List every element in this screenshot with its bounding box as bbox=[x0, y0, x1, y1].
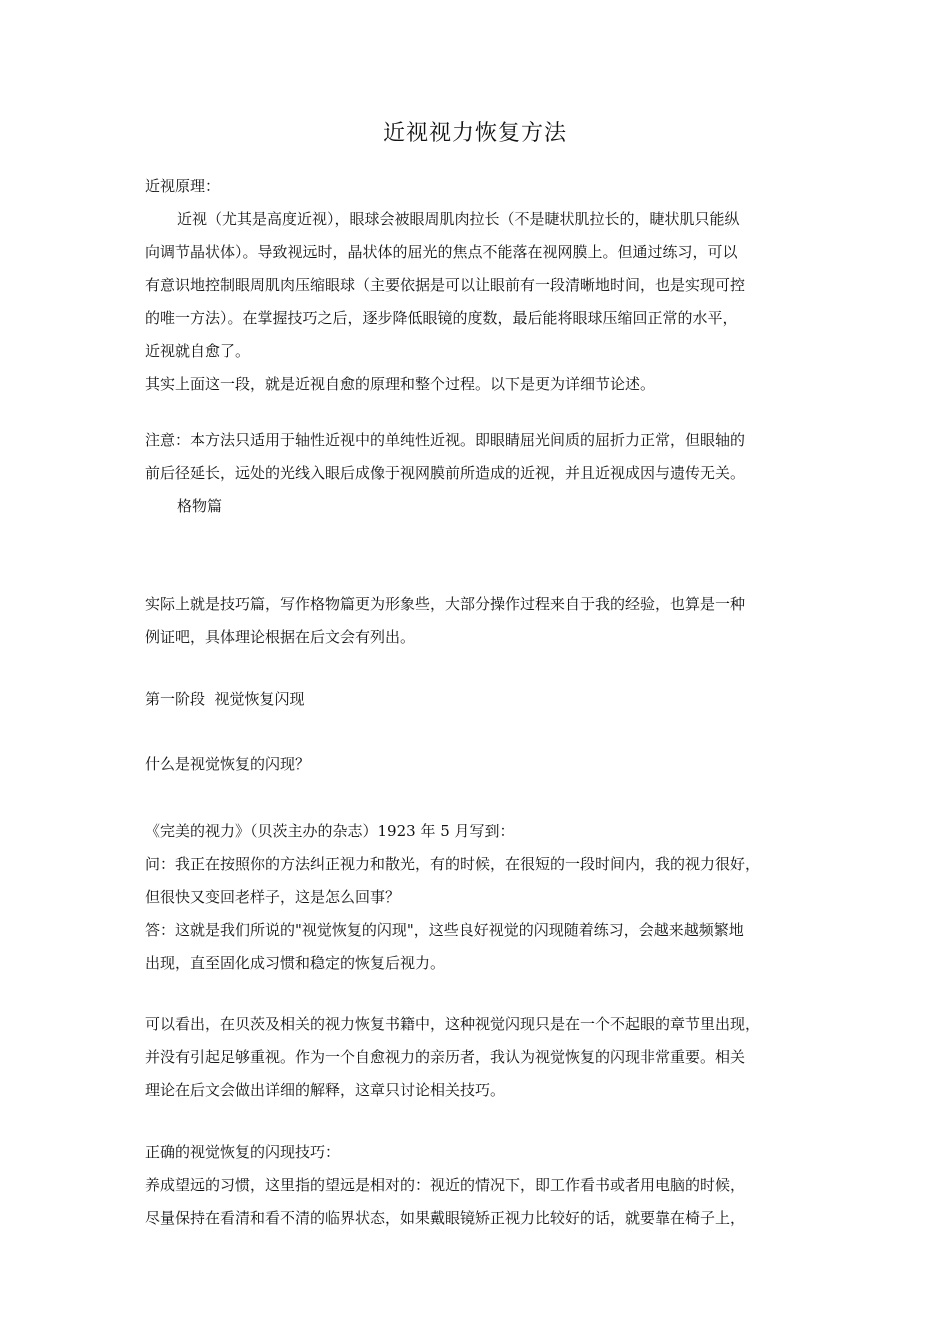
principle-line: 向调节晶状体）。导致视远时，晶状体的屈光的焦点不能落在视网膜上。但通过练习，可以 bbox=[145, 243, 738, 261]
note-line: 前后径延长，远处的光线入眼后成像于视网膜前所造成的近视，并且近视成因与遗传无关。 bbox=[145, 464, 746, 482]
principle-line: 有意识地控制眼周肌肉压缩眼球（主要依据是可以让眼前有一段清晰地时间，也是实现可控 bbox=[145, 276, 746, 294]
principle-section bbox=[145, 170, 807, 401]
principle-heading: 近视原理： bbox=[145, 177, 221, 195]
quote-line: 问：我正在按照你的方法纠正视力和散光，有的时候，在很短的一段时间内，我的视力很好， bbox=[145, 855, 761, 873]
principle-line: 近视（尤其是高度近视），眼球会被眼周肌肉拉长（不是睫状肌拉长的，睫状肌只能纵 bbox=[177, 210, 740, 228]
principle-line: 的唯一方法）。在掌握技巧之后，逐步降低眼镜的度数，最后能将眼球压缩回正常的水平， bbox=[145, 309, 738, 327]
document-title: 近视视力恢复方法 bbox=[382, 121, 567, 146]
technique-section bbox=[145, 1136, 807, 1235]
technique-line: 养成望远的习惯，这里指的望远是相对的：视近的情况下，即工作看书或者用电脑的时候， bbox=[145, 1176, 746, 1194]
note-line: 注意：本方法只适用于轴性近视中的单纯性近视。即眼睛屈光间质的屈折力正常，但眼轴的 bbox=[145, 431, 746, 449]
principle-line: 近视就自愈了。 bbox=[145, 342, 251, 360]
commentary-line: 并没有引起足够重视。作为一个自愈视力的亲历者，我认为视觉恢复的闪现非常重要。相关 bbox=[145, 1048, 746, 1066]
question-heading-block bbox=[145, 748, 807, 781]
question-heading: 什么是视觉恢复的闪现？ bbox=[145, 755, 311, 773]
technique-line: 尽量保持在看清和看不清的临界状态，如果戴眼镜矫正视力比较好的话，就要靠在椅子上， bbox=[145, 1209, 746, 1227]
gewu-section bbox=[145, 588, 807, 654]
gewu-line: 实际上就是技巧篇，写作格物篇更为形象些，大部分操作过程来自于我的经验，也算是一种 bbox=[145, 595, 746, 613]
commentary-line: 可以看出，在贝茨及相关的视力恢复书籍中，这种视觉闪现只是在一个不起眼的章节里出现， bbox=[145, 1015, 761, 1033]
principle-line: 其实上面这一段，就是近视自愈的原理和整个过程。以下是更为详细节论述。 bbox=[145, 375, 656, 393]
quote-line: 但很快又变回老样子，这是怎么回事？ bbox=[145, 888, 401, 906]
section-heading-gewu: 格物篇 bbox=[177, 497, 223, 515]
quote-line: 答：这就是我们所说的"视觉恢复的闪现"，这些良好视觉的闪现随着练习，会越来越频繁地 bbox=[145, 921, 744, 939]
technique-heading: 正确的视觉恢复的闪现技巧： bbox=[145, 1143, 341, 1161]
commentary-line: 理论在后文会做出详细的解释，这章只讨论相关技巧。 bbox=[145, 1081, 506, 1099]
commentary-section bbox=[145, 1008, 807, 1107]
quote-line: 出现，直至固化成习惯和稳定的恢复后视力。 bbox=[145, 954, 446, 972]
note-section bbox=[145, 424, 807, 523]
stage-heading: 第一阶段 视觉恢复闪现 bbox=[145, 690, 305, 708]
stage-heading-block bbox=[145, 683, 807, 716]
quote-section bbox=[145, 815, 807, 980]
quote-line: 《完美的视力》（贝茨主办的杂志）1923 年 5 月写到： bbox=[145, 822, 515, 840]
gewu-line: 例证吧，具体理论根据在后文会有列出。 bbox=[145, 628, 416, 646]
